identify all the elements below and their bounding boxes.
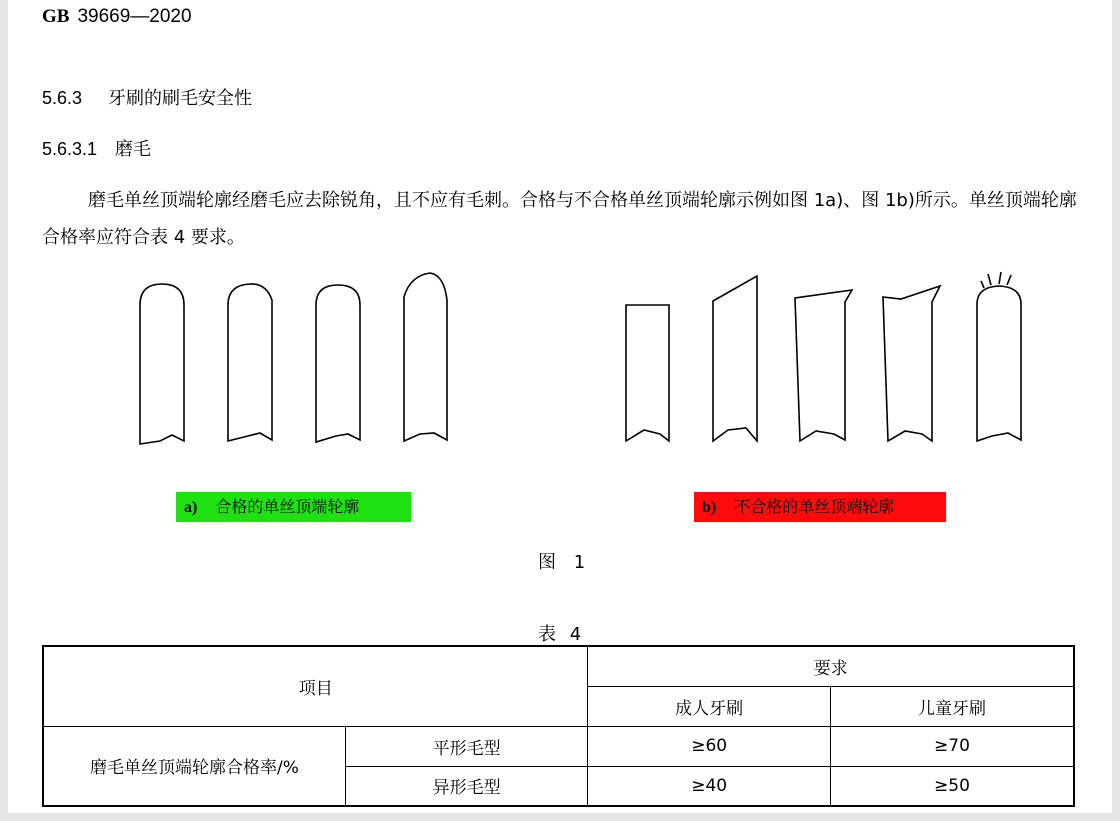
unqualified-profile-1 (626, 305, 669, 441)
bristle-type: 平形毛型 (345, 726, 588, 766)
table-title: 表 4 (538, 624, 586, 645)
header-child: 儿童牙刷 (830, 686, 1074, 726)
adult-value: ≥40 (588, 766, 831, 806)
standard-number: 39669—2020 (77, 6, 192, 27)
row-label: 磨毛单丝顶端轮廓合格率/% (43, 726, 345, 806)
unqualified-profile-2 (713, 276, 757, 441)
section-number: 5.6.3 (42, 88, 83, 108)
table-row (43, 726, 1074, 766)
child-value: ≥70 (830, 726, 1074, 766)
qualified-profile-3 (316, 285, 360, 442)
caption-a-marker: a) (184, 499, 198, 516)
unqualified-profile-5 (977, 286, 1021, 441)
figure-title: 图 1 (538, 552, 592, 573)
document-page (8, 0, 1112, 813)
bristle-type: 异形毛型 (345, 766, 588, 806)
child-value: ≥50 (830, 766, 1074, 806)
paragraph-text: 磨毛单丝顶端轮廓经磨毛应去除锐角，且不应有毛刺。合格与不合格单丝顶端轮廓示例如图 1a)、图 1b)所示。单丝顶端轮廓合格率应符合表 4 要求。 (42, 190, 1077, 248)
subsection-title: 磨毛 (115, 139, 152, 160)
unqualified-profile-3 (795, 290, 852, 441)
unqualified-profile-4 (883, 286, 940, 441)
subsection-number: 5.6.3.1 (42, 139, 98, 159)
caption-a-text: 合格的单丝顶端轮廓 (215, 497, 360, 516)
standard-code: GB (42, 6, 70, 27)
header-item: 项目 (43, 646, 588, 726)
caption-b-marker: b) (702, 499, 717, 516)
adult-value: ≥60 (588, 726, 831, 766)
qualified-profile-1 (140, 284, 184, 444)
figure-1-profiles (8, 0, 1112, 480)
caption-b-text: 不合格的单丝顶端轮廓 (734, 497, 895, 516)
table-header-row (43, 646, 1074, 686)
header-adult: 成人牙刷 (588, 686, 831, 726)
section-title: 牙刷的刷毛安全性 (108, 88, 253, 109)
qualified-profile-4 (404, 273, 447, 441)
requirements-table (42, 645, 1075, 807)
caption-qualified (176, 492, 411, 522)
qualified-profile-2 (228, 284, 272, 441)
caption-unqualified (694, 492, 946, 522)
header-requirement: 要求 (588, 646, 1074, 686)
